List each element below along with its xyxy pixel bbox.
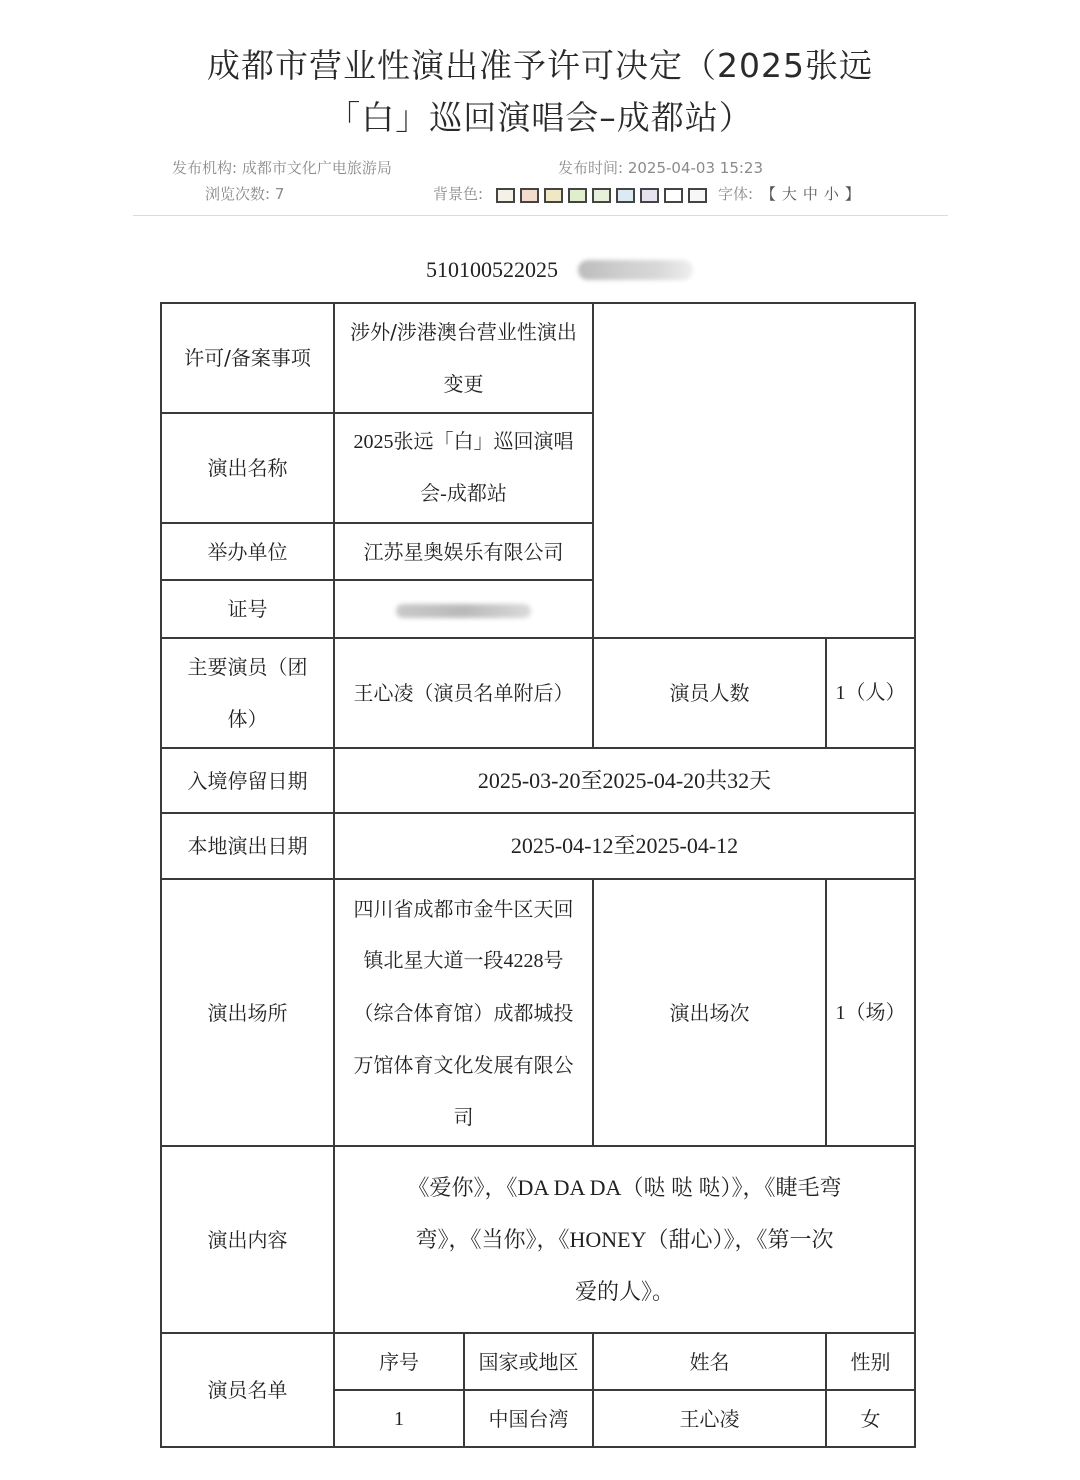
- bg-swatch[interactable]: [640, 188, 659, 203]
- publisher-value: 成都市文化广电旅游局: [241, 159, 392, 177]
- item-value: [334, 303, 593, 413]
- publisher-label: 发布机构:: [172, 159, 238, 177]
- bg-swatch[interactable]: [520, 188, 539, 203]
- bg-swatch[interactable]: [544, 188, 563, 203]
- font-small-link[interactable]: 小: [823, 185, 839, 203]
- bg-color-label: 背景色:: [433, 185, 484, 203]
- font-size-switcher: [718, 183, 863, 204]
- show-name-line: 会-成都站: [420, 483, 507, 505]
- content-line: 弯》，《当你》，《HONEY（甜心）》，《第一次: [415, 1226, 834, 1252]
- cert-value: [334, 580, 593, 638]
- content-line: 爱的人》。: [574, 1278, 674, 1304]
- content-line: 《爱你》，《DA DA DA（哒 哒 哒）》，《睫毛弯: [407, 1174, 842, 1200]
- font-bracket-open: 【: [760, 185, 776, 203]
- document-number: 510100522025: [426, 257, 558, 282]
- list-cell-index: 1: [334, 1390, 464, 1447]
- page-title-line-1: 成都市营业性演出准予许可决定（2025张远: [207, 46, 873, 85]
- main-performer-value: 王心凌（演员名单附后）: [334, 638, 593, 748]
- content-value: [334, 1146, 915, 1333]
- bg-swatch[interactable]: [568, 188, 587, 203]
- venue-label: 演出场所: [161, 879, 334, 1146]
- main-performer-label-line: 体）: [227, 707, 268, 731]
- table-row: [161, 303, 915, 413]
- performer-list-label: 演员名单: [161, 1333, 334, 1447]
- list-cell-gender: 女: [826, 1390, 915, 1447]
- publish-time-info: [558, 157, 763, 178]
- bg-swatch[interactable]: [592, 188, 611, 203]
- empty-cell: [593, 303, 915, 638]
- performer-count-value: 1（人）: [826, 638, 915, 748]
- venue-line: 万馆体育文化发展有限公: [353, 1052, 574, 1077]
- item-label: 许可/备案事项: [161, 303, 334, 413]
- organizer-value: 江苏星奥娱乐有限公司: [334, 523, 593, 580]
- list-header-gender: 性别: [826, 1333, 915, 1390]
- performer-count-label: 演员人数: [593, 638, 826, 748]
- page-title: [0, 40, 1080, 144]
- list-header-index: 序号: [334, 1333, 464, 1390]
- venue-line: 四川省成都市金牛区天回: [353, 896, 574, 921]
- views-info: [205, 183, 284, 204]
- table-row: [161, 1333, 915, 1390]
- venue-value: [334, 879, 593, 1146]
- table-row: [161, 748, 915, 813]
- table-row: [161, 879, 915, 1146]
- entry-stay-dates: 2025-03-20至2025-04-20共32天: [334, 748, 915, 813]
- list-header-region: 国家或地区: [464, 1333, 593, 1390]
- local-show-label: 本地演出日期: [161, 813, 334, 879]
- entry-stay-label: 入境停留日期: [161, 748, 334, 813]
- page-title-line-2: 「白」巡回演唱会–成都站）: [327, 98, 753, 137]
- cert-label: 证号: [161, 580, 334, 638]
- show-name-value: [334, 413, 593, 523]
- publish-time-value: 2025-04-03 15:23: [627, 159, 764, 177]
- main-performer-label-line: 主要演员（团: [187, 655, 308, 679]
- font-bracket-close: 】: [844, 185, 860, 203]
- table-row: [161, 1146, 915, 1333]
- sessions-label: 演出场次: [593, 879, 826, 1146]
- publish-time-label: 发布时间:: [558, 159, 624, 177]
- list-cell-region: 中国台湾: [464, 1390, 593, 1447]
- venue-line: （综合体育馆）成都城投: [353, 1000, 574, 1025]
- venue-line: 司: [453, 1104, 474, 1129]
- font-large-link[interactable]: 大: [781, 185, 797, 203]
- table-row: [161, 638, 915, 748]
- item-value-line: 涉外/涉港澳台营业性演出: [350, 320, 577, 344]
- views-value: 7: [274, 185, 285, 203]
- venue-line: 镇北星大道一段4228号: [363, 949, 564, 972]
- item-value-line: 变更: [443, 372, 484, 396]
- redacted-cert-number: [396, 604, 531, 618]
- organizer-label: 举办单位: [161, 523, 334, 580]
- list-header-name: 姓名: [593, 1333, 826, 1390]
- views-label: 浏览次数:: [205, 185, 271, 203]
- bg-swatch[interactable]: [496, 188, 515, 203]
- publisher-info: [172, 157, 392, 178]
- redacted-document-number: [578, 260, 693, 280]
- main-performer-label: [161, 638, 334, 748]
- background-color-picker: [433, 183, 712, 204]
- bg-swatch[interactable]: [688, 188, 707, 203]
- show-name-label: 演出名称: [161, 413, 334, 523]
- bg-swatch[interactable]: [616, 188, 635, 203]
- list-cell-name: 王心凌: [593, 1390, 826, 1447]
- table-row: [161, 813, 915, 879]
- local-show-dates: 2025-04-12至2025-04-12: [334, 813, 915, 879]
- permit-table: [160, 302, 916, 1448]
- show-name-line: 2025张远「白」巡回演唱: [353, 431, 574, 453]
- font-label: 字体:: [718, 185, 754, 203]
- bg-swatch[interactable]: [664, 188, 683, 203]
- header-divider: [133, 215, 948, 216]
- bg-swatch-group: [496, 186, 712, 204]
- font-medium-link[interactable]: 中: [802, 185, 818, 203]
- content-label: 演出内容: [161, 1146, 334, 1333]
- sessions-value: 1（场）: [826, 879, 915, 1146]
